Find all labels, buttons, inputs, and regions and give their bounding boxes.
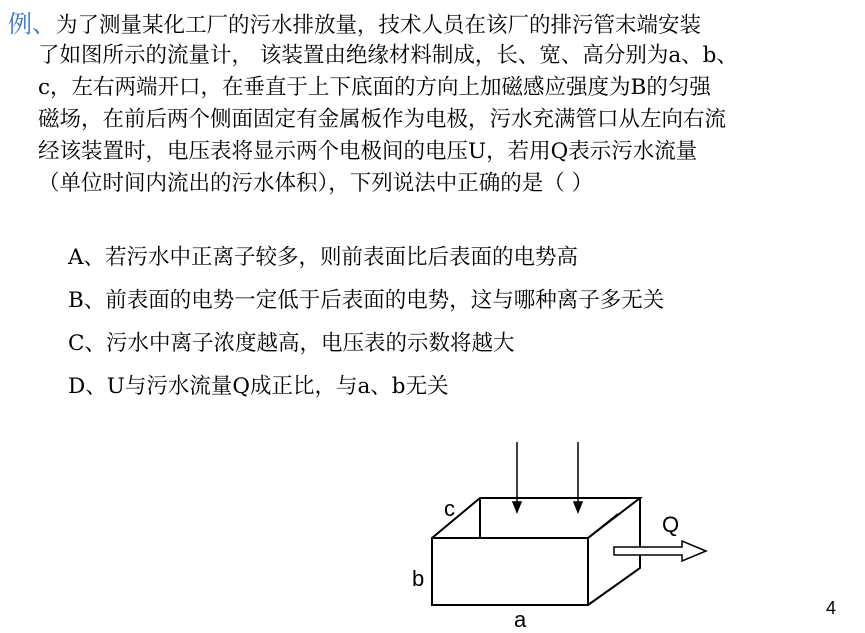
example-tag: 例、 <box>8 10 56 38</box>
label-b: b <box>412 566 425 591</box>
option-b: B、前表面的电势一定低于后表面的电势，这与哪种离子多无关 <box>68 288 665 313</box>
label-c: c <box>444 496 455 521</box>
question-line-1: 例、为了测量某化工厂的污水排放量，技术人员在该厂的排污管末端安装 <box>8 10 702 38</box>
option-d: D、U与污水流量Q成正比，与a、b无关 <box>68 374 449 399</box>
flowmeter-svg <box>400 430 730 630</box>
box-top-face <box>432 498 640 538</box>
box-front-face <box>432 538 588 605</box>
flow-arrow <box>614 541 706 561</box>
question-text <box>8 8 858 200</box>
question-line-6: （单位时间内流出的污水体积），下列说法中正确的是（ ） <box>38 171 594 196</box>
question-line-2: 了如图所示的流量计， 该装置由绝缘材料制成，长、宽、高分别为a、b、 <box>38 43 738 68</box>
label-q: Q <box>662 512 680 537</box>
option-c: C、污水中离子浓度越高，电压表的示数将越大 <box>68 331 515 356</box>
question-line-4: 磁场，在前后两个侧面固定有金属板作为电极，污水充满管口从左向右流 <box>38 107 727 132</box>
option-a: A、若污水中正离子较多，则前表面比后表面的电势高 <box>68 245 579 270</box>
page-number: 4 <box>826 598 837 618</box>
box-inner-edge <box>588 514 618 538</box>
question-line-5: 经该装置时，电压表将显示两个电极间的电压U，若用Q表示污水流量 <box>38 139 698 164</box>
answer-options <box>68 236 664 408</box>
field-arrowhead-right <box>574 502 582 512</box>
field-arrowhead-left <box>513 502 521 512</box>
flowmeter-diagram <box>400 430 730 630</box>
question-line-3: c，左右两端开口，在垂直于上下底面的方向上加磁感应强度为B的匀强 <box>38 75 711 100</box>
label-a: a <box>514 607 527 630</box>
